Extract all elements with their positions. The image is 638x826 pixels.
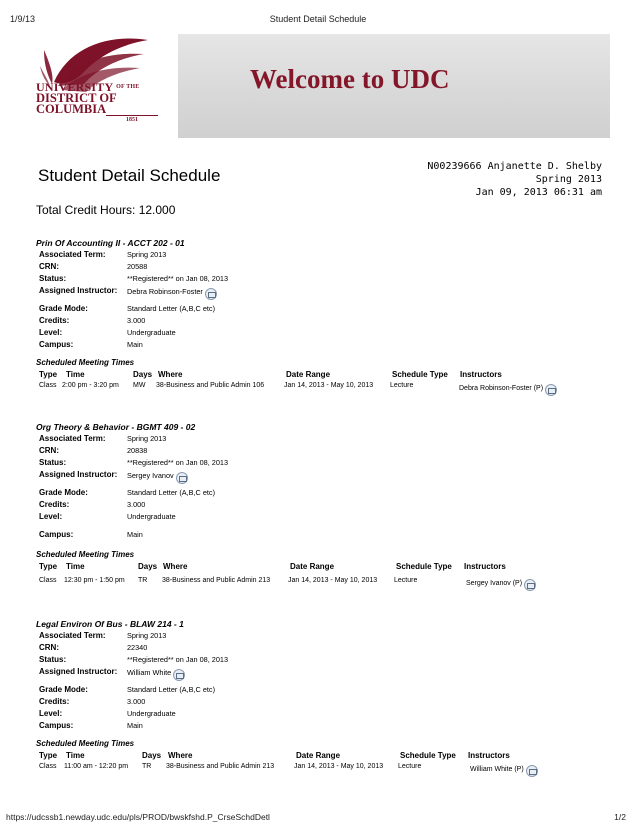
label-status: Status: [39, 274, 67, 283]
col-days: Days [142, 751, 162, 760]
label-grade-mode: Grade Mode: [39, 685, 88, 694]
label-assigned-instructor: Assigned Instructor: [39, 667, 118, 676]
page-number: 1/2 [614, 812, 626, 822]
value-crn: 22340 [127, 643, 148, 652]
course-title[interactable]: Org Theory & Behavior - BGMT 409 - 02 [36, 422, 196, 432]
value-grade-mode: Standard Letter (A,B,C etc) [127, 304, 216, 313]
label-grade-mode: Grade Mode: [39, 304, 88, 313]
col-type: Type [39, 751, 58, 760]
label-assigned-instructor: Assigned Instructor: [39, 470, 118, 479]
student-info [427, 160, 602, 199]
label-crn: CRN: [39, 262, 59, 271]
col-time: Time [66, 562, 85, 571]
label-level: Level: [39, 328, 63, 337]
meeting-where: 38-Business and Public Admin 213 [166, 763, 275, 770]
value-crn: 20838 [127, 446, 148, 455]
label-credits: Credits: [39, 697, 70, 706]
value-level: Undergraduate [127, 512, 176, 521]
col-instructors: Instructors [468, 751, 510, 760]
page-url: https://udcssb1.newday.udc.edu/pls/PROD/bwskfshd.P_CrseSchdDetl [6, 812, 270, 822]
value-status: **Registered** on Jan 08, 2013 [127, 274, 229, 283]
meeting-date-range: Jan 14, 2013 - May 10, 2013 [294, 763, 384, 770]
meeting-schedule-type: Lecture [398, 763, 422, 770]
col-schedule-type: Schedule Type [400, 751, 456, 760]
course-title[interactable]: Legal Environ Of Bus - BLAW 214 - 1 [36, 619, 184, 629]
value-status: **Registered** on Jan 08, 2013 [127, 655, 229, 664]
value-term: Spring 2013 [127, 434, 167, 443]
udc-banner [28, 34, 610, 138]
value-credits: 3.000 [127, 500, 146, 509]
label-associated-term: Associated Term: [39, 250, 106, 259]
value-credits: 3.000 [127, 316, 146, 325]
col-date-range: Date Range [290, 562, 335, 571]
email-icon[interactable] [526, 765, 538, 777]
total-credit-hours: Total Credit Hours: 12.000 [36, 203, 176, 217]
email-icon[interactable] [524, 579, 536, 591]
label-credits: Credits: [39, 500, 70, 509]
col-type: Type [39, 370, 58, 379]
meeting-schedule-type: Lecture [390, 382, 414, 389]
email-icon[interactable] [173, 669, 185, 681]
col-days: Days [138, 562, 158, 571]
label-level: Level: [39, 709, 63, 718]
label-associated-term: Associated Term: [39, 434, 106, 443]
email-icon[interactable] [205, 288, 217, 300]
col-type: Type [39, 562, 58, 571]
value-credits: 3.000 [127, 697, 146, 706]
label-associated-term: Associated Term: [39, 631, 106, 640]
meeting-time: 11:00 am - 12:20 pm [64, 763, 129, 770]
label-grade-mode: Grade Mode: [39, 488, 88, 497]
student-id-name: N00239666 Anjanette D. Shelby [427, 161, 602, 172]
value-crn: 20588 [127, 262, 148, 271]
value-term: Spring 2013 [127, 250, 167, 259]
value-level: Undergraduate [127, 328, 176, 337]
value-campus: Main [127, 530, 143, 539]
value-campus: Main [127, 340, 143, 349]
meeting-where: 38-Business and Public Admin 106 [156, 382, 265, 389]
meeting-where: 38-Business and Public Admin 213 [162, 577, 271, 584]
col-where: Where [158, 370, 183, 379]
student-timestamp: Jan 09, 2013 06:31 am [475, 187, 602, 198]
value-grade-mode: Standard Letter (A,B,C etc) [127, 488, 216, 497]
label-status: Status: [39, 458, 67, 467]
label-campus: Campus: [39, 721, 74, 730]
university-wordmark: UNIVERSITY $^{OF THE}$ DISTRICT OF COLUMBIA 1851 [36, 82, 166, 124]
meeting-time: 2:00 pm - 3:20 pm [62, 382, 119, 389]
col-date-range: Date Range [286, 370, 331, 379]
value-instructor: Debra Robinson-Foster [127, 286, 203, 296]
col-where: Where [163, 562, 188, 571]
col-instructors: Instructors [460, 370, 502, 379]
print-title: Student Detail Schedule [269, 14, 367, 24]
meeting-days: TR [142, 763, 152, 770]
email-icon[interactable] [176, 472, 188, 484]
label-credits: Credits: [39, 316, 70, 325]
label-campus: Campus: [39, 530, 74, 539]
email-icon[interactable] [545, 384, 557, 396]
meeting-instructors: William White (P) [470, 765, 524, 773]
meeting-days: MW [133, 382, 146, 389]
col-time: Time [66, 751, 85, 760]
col-schedule-type: Schedule Type [396, 562, 452, 571]
meeting-type: Class [39, 382, 57, 389]
meeting-schedule-type: Lecture [394, 577, 418, 584]
label-level: Level: [39, 512, 63, 521]
page-title: Student Detail Schedule [38, 166, 221, 185]
scheduled-meeting-times-heading: Scheduled Meeting Times [36, 739, 135, 748]
meeting-days: TR [138, 577, 148, 584]
print-header [10, 14, 626, 26]
udc-logo[interactable] [28, 34, 178, 138]
label-campus: Campus: [39, 340, 74, 349]
col-where: Where [168, 751, 193, 760]
label-crn: CRN: [39, 643, 59, 652]
student-term: Spring 2013 [535, 174, 602, 185]
col-date-range: Date Range [296, 751, 341, 760]
col-time: Time [66, 370, 85, 379]
value-term: Spring 2013 [127, 631, 167, 640]
meeting-type: Class [39, 577, 57, 584]
meeting-time: 12:30 pm - 1:50 pm [64, 577, 125, 584]
scheduled-meeting-times-heading: Scheduled Meeting Times [36, 358, 135, 367]
welcome-heading: Welcome to UDC [250, 64, 450, 94]
founded-year: 1851 [106, 115, 158, 124]
meeting-type: Class [39, 763, 57, 770]
scheduled-meeting-times-heading: Scheduled Meeting Times [36, 550, 135, 559]
col-schedule-type: Schedule Type [392, 370, 448, 379]
label-crn: CRN: [39, 446, 59, 455]
print-date: 1/9/13 [10, 14, 36, 24]
value-level: Undergraduate [127, 709, 176, 718]
label-status: Status: [39, 655, 67, 664]
col-days: Days [133, 370, 153, 379]
meeting-date-range: Jan 14, 2013 - May 10, 2013 [284, 382, 374, 389]
label-assigned-instructor: Assigned Instructor: [39, 286, 118, 295]
value-instructor: Sergey Ivanov [127, 470, 174, 480]
value-status: **Registered** on Jan 08, 2013 [127, 458, 229, 467]
value-instructor: William White [127, 667, 172, 677]
col-instructors: Instructors [464, 562, 506, 571]
meeting-instructors: Sergey Ivanov (P) [466, 579, 523, 587]
course-title[interactable]: Prin Of Accounting II - ACCT 202 - 01 [36, 238, 185, 248]
meeting-date-range: Jan 14, 2013 - May 10, 2013 [288, 577, 378, 584]
value-campus: Main [127, 721, 143, 730]
meeting-instructors: Debra Robinson-Foster (P) [459, 384, 544, 392]
value-grade-mode: Standard Letter (A,B,C etc) [127, 685, 216, 694]
